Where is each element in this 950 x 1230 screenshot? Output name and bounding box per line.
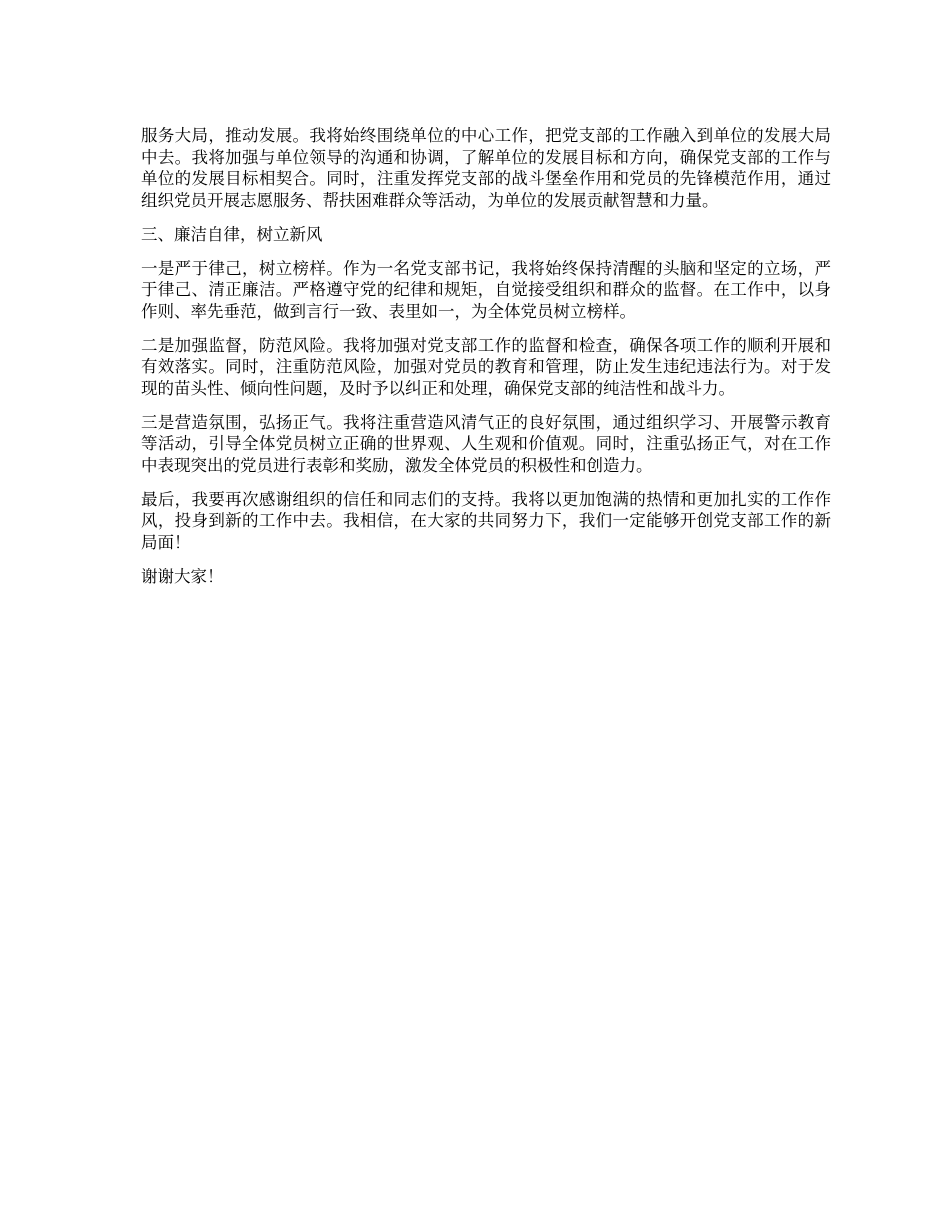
paragraph-atmosphere: 三是营造氛围，弘扬正气。我将注重营造风清气正的良好氛围，通过组织学习、开展警示教育等活动，引导全体党员树立正确的世界观、人生观和价值观。同时，注重弘扬正气，对在工作中表现突出的党员进行表彰和奖励，激发全体党员的积极性和创造力。 [141,412,831,475]
paragraph-serve-overall: 服务大局，推动发展。我将始终围绕单位的中心工作，把党支部的工作融入到单位的发展大局中去。我将加强与单位领导的沟通和协调，了解单位的发展目标和方向，确保党支部的工作与单位的发展目标相契合。同时，注重发挥党支部的战斗堡垒作用和党员的先锋模范作用，通过组织党员开展志愿服务、帮扶困难群众等活动，为单位的发展贡献智慧和力量。 [141,126,831,210]
paragraph-supervision: 二是加强监督，防范风险。我将加强对党支部工作的监督和检查，确保各项工作的顺利开展和有效落实。同时，注重防范风险，加强对党员的教育和管理，防止发生违纪违法行为。对于发现的苗头性、倾向性问题，及时予以纠正和处理，确保党支部的纯洁性和战斗力。 [141,335,831,398]
paragraph-closing: 最后，我要再次感谢组织的信任和同志们的支持。我将以更加饱满的热情和更加扎实的工作作风，投身到新的工作中去。我相信，在大家的共同努力下，我们一定能够开创党支部工作的新局面！ [141,489,831,552]
paragraph-thanks: 谢谢大家！ [141,566,224,586]
document-body [141,125,831,600]
paragraph-self-discipline: 一是严于律己，树立榜样。作为一名党支部书记，我将始终保持清醒的头脑和坚定的立场，严于律己、清正廉洁。严格遵守党的纪律和规矩，自觉接受组织和群众的监督。在工作中，以身作则、率先垂范，做到言行一致、表里如一，为全体党员树立榜样。 [141,258,831,321]
section-heading-integrity: 三、廉洁自律，树立新风 [141,224,323,244]
